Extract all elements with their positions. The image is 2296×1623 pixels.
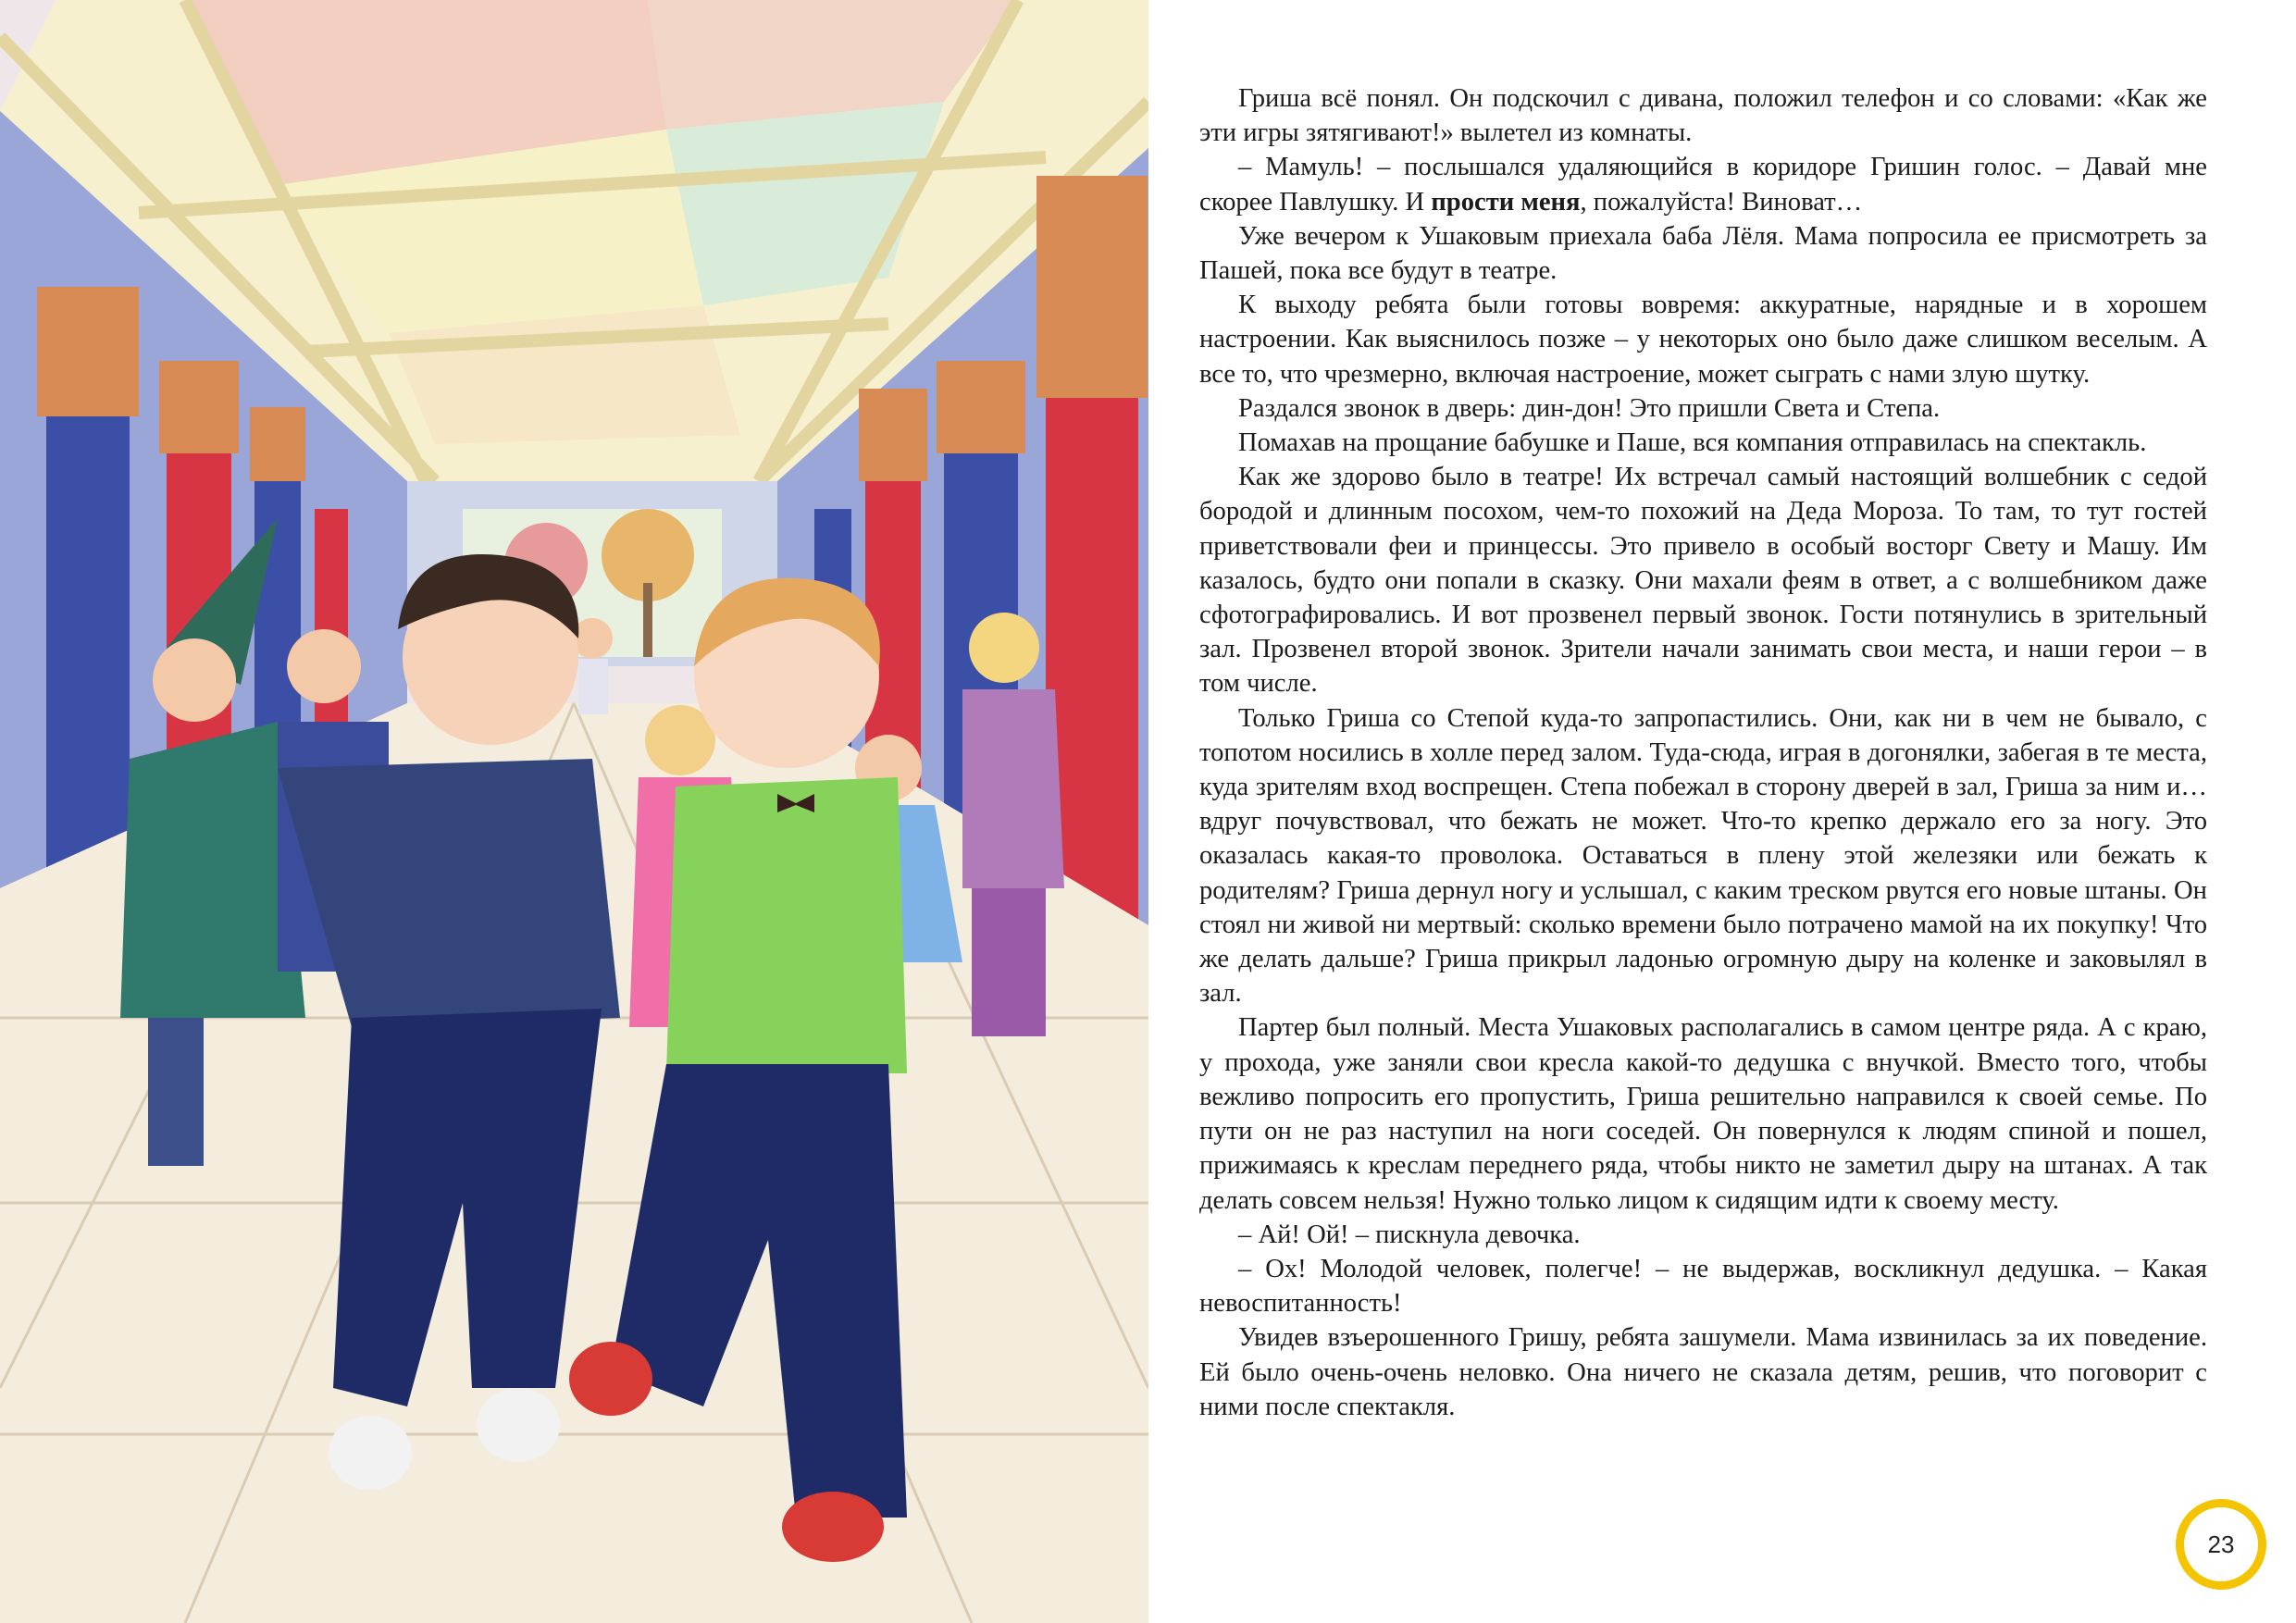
paragraph: Раздался звонок в дверь: дин-дон! Это пришли Света и Степа. [1238,393,1941,423]
page-number: 23 [2207,1530,2235,1558]
paragraph: Только Гриша со Степой куда-то запропастились. Они, как ни в чем не бывало, с топотом носились в холле перед залом. Туда-сюда, играя в догонялки, забегая в те места, куда зрителям вход воспрещен. Степа побежал в сторону дверей в зал, Гриша за ним и… вдруг почувствовал, что бежать не может. Что-то крепко держало его за ногу. Это оказалась какая-то проволока. Оставаться в плену этой железяки или бежать к родителям? Гриша дернул ногу и услышал, с каким треском рвутся его новые штаны. Он стоял ни живой ни мертвый: сколько времени было потрачено мамой на их покупку! Что же делать дальше? Гриша прикрыл ладонью огромную дыру на коленке и заковылял в зал. [1199,703,2207,1009]
paragraph: Увидев взъерошенного Гришу, ребята зашумели. Мама извинилась за их поведение. Ей было очень-очень неловко. Она ничего не сказала детям, решив, что поговорит с ними после спектакля. [1199,1323,2207,1421]
paragraph: Гриша всё понял. Он подскочил с дивана, положил телефон и со словами: «Как же эти игры зятягивают!» вылетел из комнаты. [1199,84,2207,148]
paragraph: Уже вечером к Ушаковым приехала баба Лёля. Мама попросила ее присмотреть за Пашей, пока все будут в театре. [1199,221,2207,286]
paragraph: К выходу ребята были готовы вовремя: аккуратные, нарядные и в хорошем настроении. Как выяснилось позже – у некоторых оно было даже слишком веселым. А все то, что чрезмерно, включая настроение, может сыграть с нами злую шутку. [1199,291,2207,389]
paragraph: Помахав на прощание бабушке и Паше, вся компания отправилась на спектакль. [1238,428,2147,458]
text-page [1199,81,2207,1424]
paragraph-start: – Мамуль! – послышался удаляющийся в коридоре Гришин голос. – Давай мне скорее Павлушку. И [1199,153,2207,217]
paragraph [1199,150,2207,218]
paragraph: – Ай! Ой! – пискнула девочка. [1238,1220,1581,1249]
paragraph-end: , пожалуйста! Виноват… [1580,187,1863,217]
bold-phrase: прости меня [1431,187,1581,217]
paragraph: Как же здорово было в театре! Их встречал самый настоящий волшебник с седой бородой и длинным посохом, чем-то похожий на Деда Мороза. То там, то тут гостей приветствовали феи и принцессы. Это привело в особый восторг Свету и Машу. Им казалось, будто они попали в сказку. Они махали феям в ответ, а с волшебником даже сфотографировались. И вот прозвенел первый звонок. Гости потянулись в зрительный зал. Прозвенел второй звонок. Зрители начали занимать свои места, и наши герои – в том числе. [1199,463,2207,699]
paragraph: – Ох! Молодой человек, полегче! – не выдержав, воскликнул дедушка. – Какая невоспитанность! [1199,1254,2207,1319]
page-number-badge [2176,1499,2266,1590]
paragraph: Партер был полный. Места Ушаковых располагались в самом центре ряда. А с краю, у прохода, уже заняли свои кресла какой-то дедушка с внучкой. Вместо того, чтобы вежливо попросить его пропустить, Гриша решительно направился к своей семье. По пути он не раз наступил на ноги соседей. Он повернулся к людям спиной и пошел, прижимаясь к креслам переднего ряда, чтобы никто не заметил дыру на штанах. А так делать совсем нельзя! Нужно только лицом к сидящим идти к своему месту. [1199,1013,2207,1215]
